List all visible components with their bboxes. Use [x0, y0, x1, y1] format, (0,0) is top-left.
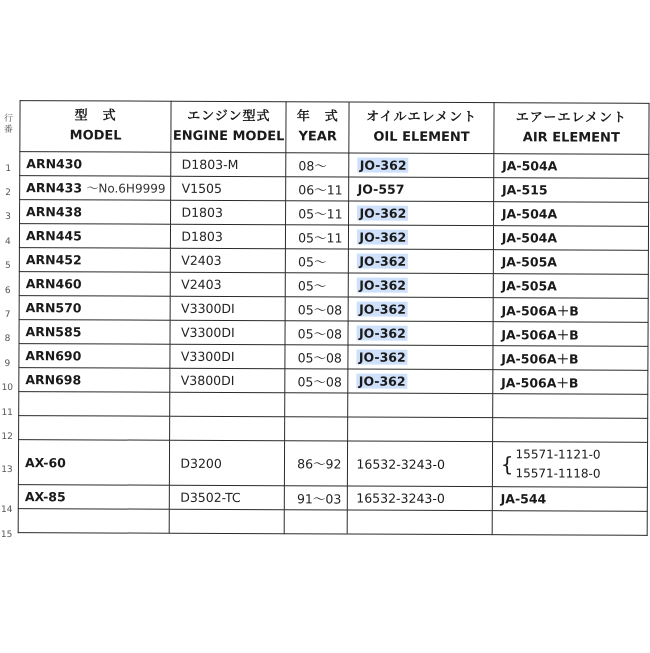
- brace-icon: {: [500, 452, 514, 477]
- oil-cell: [348, 510, 492, 535]
- table-row: [18, 485, 647, 512]
- air-cell: JA-505A: [493, 250, 648, 275]
- row-number: 6: [4, 286, 11, 297]
- air-cell: JA-504A: [493, 202, 648, 227]
- oil-cell: JO-362: [348, 369, 492, 394]
- air-cell: JA-506A＋B: [493, 346, 648, 371]
- oil-cell: JO-362: [349, 153, 493, 178]
- year-cell: 05〜: [285, 273, 348, 297]
- header-model: 型 式 MODEL: [20, 101, 172, 153]
- model-cell: [19, 392, 171, 417]
- air-cell: JA-505A: [493, 274, 648, 299]
- engine-cell: [170, 509, 285, 534]
- table-row: [20, 200, 649, 227]
- year-cell: 05〜08: [285, 321, 348, 345]
- oil-cell: JO-362: [348, 321, 492, 346]
- row-number: 15: [0, 530, 13, 541]
- air-cell: JA-506A＋B: [493, 322, 648, 347]
- row-number: 8: [4, 334, 11, 345]
- table-row: [20, 176, 649, 203]
- year-cell: 86〜92: [285, 441, 349, 486]
- header-row: [20, 101, 649, 155]
- air-cell: JA-544: [492, 487, 647, 512]
- model-cell: ARN585: [19, 320, 171, 345]
- year-cell: 05〜08: [285, 297, 348, 321]
- year-cell: 91〜03: [284, 486, 347, 510]
- model-cell: ARN690: [19, 344, 171, 369]
- table-row: [19, 344, 648, 371]
- engine-cell: [170, 392, 285, 417]
- air-cell: { 15571-1121-0 15571-1118-0: [492, 442, 647, 488]
- table-row-empty: [18, 509, 647, 536]
- year-cell: 05〜: [285, 249, 348, 273]
- row-number: 7: [4, 310, 11, 321]
- model-cell: ARN445: [19, 224, 171, 249]
- model-cell: ARN433 〜No.6H9999: [20, 176, 172, 201]
- row-number: 9: [4, 359, 11, 370]
- row-number: 4: [5, 237, 11, 248]
- model-cell: ARN452: [19, 248, 171, 273]
- air-cell: JA-506A＋B: [493, 370, 648, 395]
- model-cell: ARN430: [20, 152, 172, 177]
- model-cell: ARN570: [19, 296, 171, 321]
- oil-cell: [348, 393, 492, 418]
- row-number: 11: [1, 408, 13, 419]
- year-cell: [285, 417, 348, 441]
- table-row: [19, 296, 648, 323]
- row-number: 10: [1, 383, 14, 394]
- air-cell: [492, 418, 647, 443]
- engine-cell: V2403: [171, 272, 286, 297]
- table-row: [19, 272, 648, 299]
- year-cell: [285, 393, 348, 417]
- oil-cell: [348, 417, 492, 442]
- engine-cell: D1803: [171, 200, 286, 225]
- model-cell: [18, 509, 170, 534]
- table-row: [19, 224, 648, 251]
- engine-cell: D1803-M: [171, 152, 286, 177]
- engine-cell: [170, 416, 285, 441]
- engine-cell: D3200: [170, 440, 285, 486]
- engine-cell: D1803: [171, 224, 286, 249]
- engine-cell: V3300DI: [170, 320, 285, 345]
- year-cell: [284, 510, 347, 534]
- header-oil-element: オイルエレメント OIL ELEMENT: [349, 102, 494, 154]
- model-cell: ARN438: [20, 200, 172, 225]
- year-cell: 06〜11: [286, 177, 349, 201]
- engine-cell: V3300DI: [171, 296, 286, 321]
- air-cell: JA-504A: [493, 226, 648, 251]
- oil-cell: JO-362: [349, 273, 493, 298]
- table-row: [19, 320, 648, 347]
- table-row-empty: [19, 392, 648, 419]
- model-cell: [19, 416, 171, 441]
- rownum-header: 行番: [3, 114, 14, 136]
- oil-cell: JO-557: [349, 177, 493, 202]
- air-cell: JA-504A: [494, 154, 649, 179]
- oil-cell: 16532-3243-0: [348, 441, 493, 487]
- model-cell: ARN698: [19, 368, 171, 393]
- header-engine-model: エンジン型式 ENGINE MODEL: [171, 101, 286, 153]
- row-number: 14: [1, 505, 13, 516]
- year-cell: 05〜11: [286, 225, 349, 249]
- year-cell: 08〜: [286, 153, 349, 177]
- row-number: 12: [1, 432, 13, 443]
- oil-cell: JO-362: [349, 297, 493, 322]
- oil-cell: JO-362: [348, 345, 492, 370]
- engine-cell: V1505: [171, 176, 286, 201]
- oil-cell: JO-362: [349, 249, 493, 274]
- oil-cell: JO-362: [349, 201, 493, 226]
- table-row-empty: [19, 416, 648, 443]
- row-number: 5: [4, 261, 11, 272]
- oil-cell: JO-362: [349, 225, 493, 250]
- parts-table: [18, 100, 650, 536]
- row-number: 3: [5, 212, 11, 223]
- table-row: [19, 248, 648, 275]
- year-cell: 05〜08: [285, 345, 348, 369]
- oil-cell: 16532-3243-0: [348, 486, 492, 511]
- model-cell: AX-60: [18, 440, 170, 486]
- engine-cell: D3502-TC: [170, 485, 285, 510]
- year-cell: 05〜08: [285, 369, 348, 393]
- header-air-element: エアーエレメント AIR ELEMENT: [494, 103, 649, 155]
- air-cell: JA-515: [493, 178, 648, 203]
- air-cell: [492, 511, 647, 536]
- year-cell: 05〜11: [286, 201, 349, 225]
- header-year: 年 式 YEAR: [286, 102, 350, 153]
- table-row: [19, 368, 648, 395]
- model-cell: AX-85: [18, 485, 170, 510]
- engine-cell: V2403: [171, 248, 286, 273]
- row-number: 13: [1, 465, 13, 476]
- table-row: [18, 440, 647, 488]
- air-cell: JA-506A＋B: [493, 298, 648, 323]
- row-number: 2: [5, 188, 12, 199]
- engine-cell: V3300DI: [170, 344, 285, 369]
- air-cell: [492, 394, 647, 419]
- serial-note: 〜No.6H9999: [86, 181, 166, 196]
- engine-cell: V3800DI: [170, 368, 285, 393]
- table-row: [20, 152, 649, 179]
- row-number: 1: [5, 164, 12, 175]
- model-cell: ARN460: [19, 272, 171, 297]
